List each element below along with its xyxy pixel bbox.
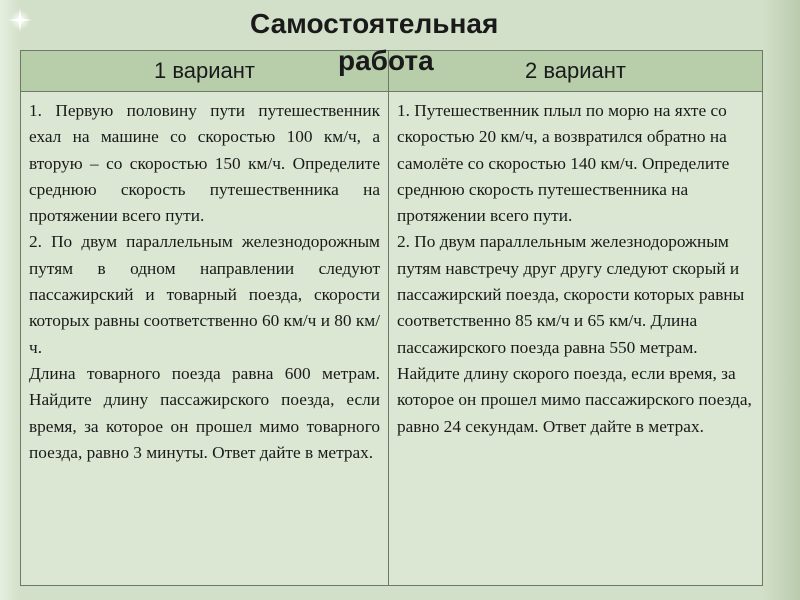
variant-2-task-2: 2. По двум параллельным железнодорожным путям навстречу друг другу следуют скорый и пассажирский поезда, скорости которых равны соответственно 85 км/ч и 65 км/ч. Длина пассажирского поезда равна 550 метрам. Найдите длину скорого поезда, если время, за которое он прошел мимо пассажирского поезда, равно 24 секундам. Ответ дайте в метрах.	[397, 232, 752, 436]
variant-1-cell	[21, 92, 389, 586]
header-variant-1: 1 вариант	[21, 51, 389, 92]
title-line-2: работа	[338, 45, 434, 76]
variant-1-task-1: 1. Первую половину пути путешественник ехал на машине со скоростью 100 км/ч, а вторую – со скоростью 150 км/ч. Определите среднюю скорость путешественника на протяжении всего пути.	[29, 101, 380, 226]
slide-right-gradient	[762, 0, 800, 600]
title-line-1: Самостоятельная	[250, 8, 499, 39]
slide-left-gradient	[0, 0, 20, 600]
variant-2-task-1: 1. Путешественник плыл по морю на яхте со скоростью 20 км/ч, а возвратился обратно на самолёте со скоростью 140 км/ч. Определите среднюю скорость путешественника на протяжении всего пути.	[397, 101, 730, 226]
variant-2-cell	[389, 92, 763, 586]
header-variant-2: 2 вариант	[389, 51, 763, 92]
variant-1-task-2-continued: Длина товарного поезда равна 600 метрам. Найдите длину пассажирского поезда, если время, за которое он прошел мимо товарного поезда, равно 3 минуты. Ответ дайте в метрах.	[29, 363, 380, 462]
table-row	[21, 92, 763, 586]
variant-1-task-2: 2. По двум параллельным железнодорожным путям в одном направлении следуют пассажирский и товарный поезда, скорости которых равны соответственно 60 км/ч и 80 км/ч.	[29, 232, 380, 357]
variants-table	[20, 50, 763, 586]
page-title	[250, 4, 550, 81]
